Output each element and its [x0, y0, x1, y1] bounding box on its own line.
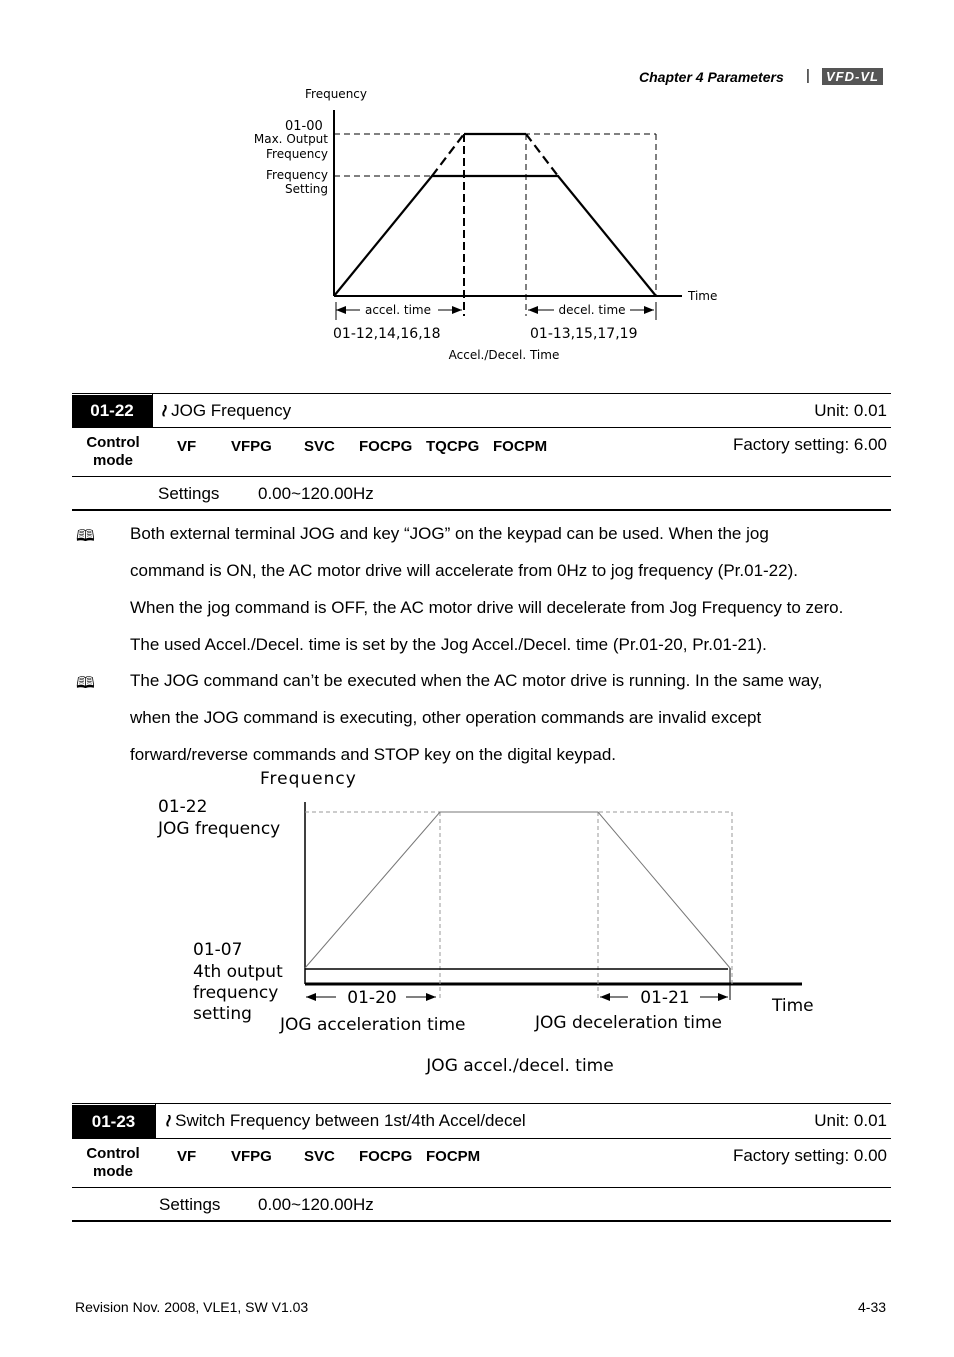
mode-vf: VF [177, 1148, 197, 1165]
fig2-low-code: 01-07 [193, 940, 243, 960]
note-1-line-2: command is ON, the AC motor drive will accelerate from 0Hz to jog frequency (Pr.01-22). [130, 561, 798, 580]
fig1-setting-curve [334, 176, 656, 296]
fig1-decel-label: decel. time [558, 303, 626, 317]
header-separator: | [806, 67, 810, 84]
fig1-max-freq-line2: Frequency [266, 147, 328, 161]
footer-revision: Revision Nov. 2008, VLE1, SW V1.03 [75, 1299, 309, 1315]
mode-focpm: FOCPM [426, 1148, 481, 1165]
fig1-x-axis-label: Time [688, 289, 718, 303]
fig1-max-ramp-down [526, 134, 558, 176]
note-2-line-1: The JOG command can’t be executed when the AC motor drive is running. In the same way, [130, 671, 823, 690]
fig1-freq-setting-line1: Frequency [266, 168, 328, 182]
fig2-decel-code: 01-21 [640, 988, 690, 1008]
footer-page-number: 4-33 [858, 1299, 887, 1315]
param-name [160, 401, 291, 421]
mode-focpg: FOCPG [359, 1148, 413, 1165]
factory-setting: Factory setting: 0.00 [732, 1146, 887, 1165]
accel-decel-diagram [250, 80, 730, 370]
control-mode-label: Control mode [86, 434, 140, 469]
mode-vf: VF [177, 438, 197, 455]
param-name-text: JOG Frequency [171, 401, 292, 420]
fig1-freq-setting-line2: Setting [285, 182, 328, 196]
chapter-title: Chapter 4 Parameters [639, 69, 784, 85]
fig1-max-freq-code: 01-00 [285, 119, 323, 134]
fig1-max-ramp-up [432, 134, 464, 176]
fig2-accel-code: 01-20 [347, 988, 397, 1008]
factory-setting: Factory setting: 6.00 [732, 435, 887, 454]
mode-vfpg: VFPG [231, 438, 272, 455]
mode-tqcpg: TQCPG [426, 438, 480, 455]
note-1-line-1: Both external terminal JOG and key “JOG” on the keypad can be used. When the jog [130, 524, 769, 543]
settings-value: 0.00~120.00Hz [258, 484, 374, 503]
settings-label: Settings [158, 484, 220, 503]
mode-focpm: FOCPM [493, 438, 548, 455]
note-1 [130, 515, 920, 663]
fig2-caption: JOG accel./decel. time [426, 1056, 614, 1076]
param-unit: Unit: 0.01 [814, 1111, 887, 1130]
brand-logo: VFD-VL [822, 68, 883, 85]
mode-focpg: FOCPG [359, 438, 413, 455]
settings-value: 0.00~120.00Hz [258, 1195, 374, 1214]
fig1-caption: Accel./Decel. Time [448, 348, 560, 362]
mode-svc: SVC [304, 1148, 335, 1165]
editable-icon: ≀ [160, 401, 167, 420]
book-icon: 🕮 [76, 675, 95, 692]
fig1-y-axis-label: Frequency [305, 87, 367, 101]
note-1-line-3: When the jog command is OFF, the AC motor drive will decelerate from Jog Frequency to zero. [130, 598, 844, 617]
note-1-line-4: The used Accel./Decel. time is set by the Jog Accel./Decel. time (Pr.01-20, Pr.01-21). [130, 635, 767, 654]
param-01-22-table [72, 393, 891, 511]
param-01-23-divider [155, 1104, 156, 1138]
mode-svc: SVC [304, 438, 335, 455]
settings-label: Settings [159, 1195, 221, 1214]
note-2-line-3: forward/reverse commands and STOP key on the digital keypad. [130, 745, 617, 764]
fig1-accel-label: accel. time [364, 303, 432, 317]
jog-accel-decel-diagram [150, 760, 830, 1080]
fig2-jog-label: JOG frequency [158, 819, 281, 839]
fig2-jog-code: 01-22 [158, 797, 208, 817]
control-mode-label: Control mode [86, 1145, 140, 1180]
fig2-x-axis-label: Time [772, 996, 814, 1016]
fig2-low-line2: frequency [193, 983, 279, 1003]
note-2 [130, 662, 920, 773]
param-name [164, 1111, 526, 1131]
fig2-decel-label: JOG deceleration time [535, 1013, 722, 1033]
fig1-accel-params: 01-12,14,16,18 [333, 326, 441, 342]
fig2-accel-label: JOG acceleration time [280, 1015, 466, 1035]
editable-icon: ≀ [164, 1111, 171, 1130]
param-unit: Unit: 0.01 [814, 401, 887, 420]
param-01-22-divider [152, 394, 153, 428]
param-name-text: Switch Frequency between 1st/4th Accel/decel [175, 1111, 526, 1130]
fig2-y-axis-label: Frequency [260, 769, 357, 789]
fig2-low-line3: setting [193, 1004, 252, 1024]
param-number: 01-22 [72, 395, 152, 427]
fig2-low-line1: 4th output [193, 962, 283, 982]
fig1-max-freq-line1: Max. Output [253, 132, 328, 146]
param-number: 01-23 [72, 1105, 155, 1138]
param-01-23-table [72, 1103, 891, 1223]
fig1-decel-params: 01-13,15,17,19 [530, 326, 638, 342]
fig2-jog-curve [305, 812, 730, 968]
book-icon: 🕮 [76, 528, 95, 545]
mode-vfpg: VFPG [231, 1148, 272, 1165]
note-2-line-2: when the JOG command is executing, other operation commands are invalid except [130, 708, 762, 727]
